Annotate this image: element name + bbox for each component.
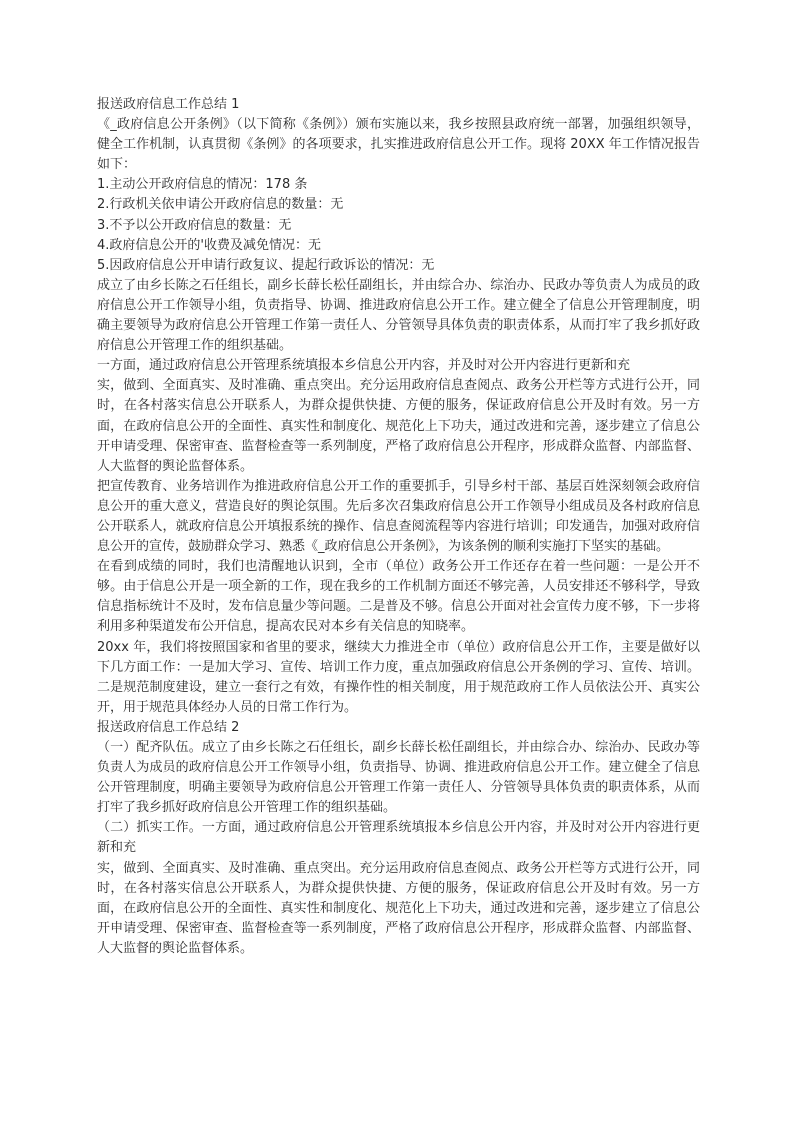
stat-item-1: 1.主动公开政府信息的情况：178 条 [97,177,308,193]
stat-item-5: 5.因政府信息公开申请行政复议、提起行政诉讼的情况：无 [97,257,435,273]
stat-item-2: 2.行政机关依申请公开政府信息的数量：无 [97,197,344,213]
stat-item-4: 4.政府信息公开的'收费及减免情况：无 [97,237,321,253]
body-paragraph: （一）配齐队伍。成立了由乡长陈之石任组长，副乡长薛长松任副组长，并由综合办、综治办、民政办等负责人为成员的政府信息公开工作领导小组，负责指导、协调、推进政府信息公开工作。建立健全了信息公开管理制度，明确主要领导为政府信息公开管理工作第一责任人、分管领导具体负责的职责体系，从而打牢了我乡抓好政府信息公开管理工作的组织基础。 [97,740,700,816]
body-paragraph: 一方面，通过政府信息公开管理系统填报本乡信息公开内容，并及时对公开内容进行更新和充 [97,358,631,374]
body-paragraph: 实，做到、全面真实、及时准确、重点突出。充分运用政府信息查阅点、政务公开栏等方式进行公开，同时，在各村落实信息公开联系人，为群众提供快捷、方便的服务，保证政府信息公开及时有效。另一方面，在政府信息公开的全面性、真实性和制度化、规范化上下功夫，通过改进和完善，逐步建立了信息公开申请受理、保密审查、监督检查等一系列制度，严格了政府信息公开程序，形成群众监督、内部监督、人大监督的舆论监督体系。 [97,860,700,956]
document-body [97,95,700,959]
body-paragraph: 把宣传教育、业务培训作为推进政府信息公开工作的重要抓手，引导乡村干部、基层百姓深刻领会政府信息公开的重大意义，营造良好的舆论氛围。先后多次召集政府信息公开工作领导小组成员及各村政府信息公开联系人，就政府信息公开填报系统的操作、信息查阅流程等内容进行培训；印发通告，加强对政府信息公开的宣传，鼓励群众学习、熟悉《_政府信息公开条例》，为该条例的顺利实施打下坚实的基础。 [97,478,700,555]
body-paragraph: 实，做到、全面真实、及时准确、重点突出。充分运用政府信息查阅点、政务公开栏等方式进行公开，同时，在各村落实信息公开联系人，为群众提供快捷、方便的服务，保证政府信息公开及时有效。另一方面，在政府信息公开的全面性、真实性和制度化、规范化上下功夫，通过改进和完善，逐步建立了信息公开申请受理、保密审查、监督检查等一系列制度，严格了政府信息公开程序，形成群众监督、内部监督、人大监督的舆论监督体系。 [97,378,700,474]
stat-item-3: 3.不予以公开政府信息的数量：无 [97,217,292,233]
intro-paragraph: 《_政府信息公开条例》（以下简称《条例》）颁布实施以来，我乡按照县政府统一部署，加强组织领导，健全工作机制，认真贯彻《条例》的各项要求，扎实推进政府信息公开工作。现将 20XX 年工作情况报告如下： [97,117,700,173]
body-paragraph: 20xx 年，我们将按照国家和省里的要求，继续大力推进全市（单位）政府信息公开工作，主要是做好以下几方面工作：一是加大学习、宣传、培训工作力度，重点加强政府信息公开条例的学习、宣传、培训。二是规范制度建设，建立一套行之有效，有操作性的相关制度，用于规范政府工作人员依法公开、真实公开，用于规范具体经办人员的日常工作行为。 [97,639,700,715]
doc-title-1: 报送政府信息工作总结 1 [97,97,240,112]
body-paragraph: 在看到成绩的同时，我们也清醒地认识到，全市（单位）政务公开工作还存在着一些问题：一是公开不够。由于信息公开是一项全新的工作，现在我乡的工作机制方面还不够完善，人员安排还不够科学，导致信息指标统计不及时，发布信息量少等问题。二是普及不够。信息公开面对社会宣传力度不够，下一步将利用多种渠道发布公开信息，提高农民对本乡有关信息的知晓率。 [97,559,700,635]
doc-title-2: 报送政府信息工作总结 2 [97,719,240,735]
body-paragraph: 成立了由乡长陈之石任组长，副乡长薛长松任副组长，并由综合办、综治办、民政办等负责人为成员的政府信息公开工作领导小组，负责指导、协调、推进政府信息公开工作。建立健全了信息公开管理制度，明确主要领导为政府信息公开管理工作第一责任人、分管领导具体负责的职责体系，从而打牢了我乡抓好政府信息公开管理工作的组织基础。 [97,277,700,354]
body-paragraph: （二）抓实工作。一方面，通过政府信息公开管理系统填报本乡信息公开内容，并及时对公开内容进行更新和充 [97,820,700,856]
